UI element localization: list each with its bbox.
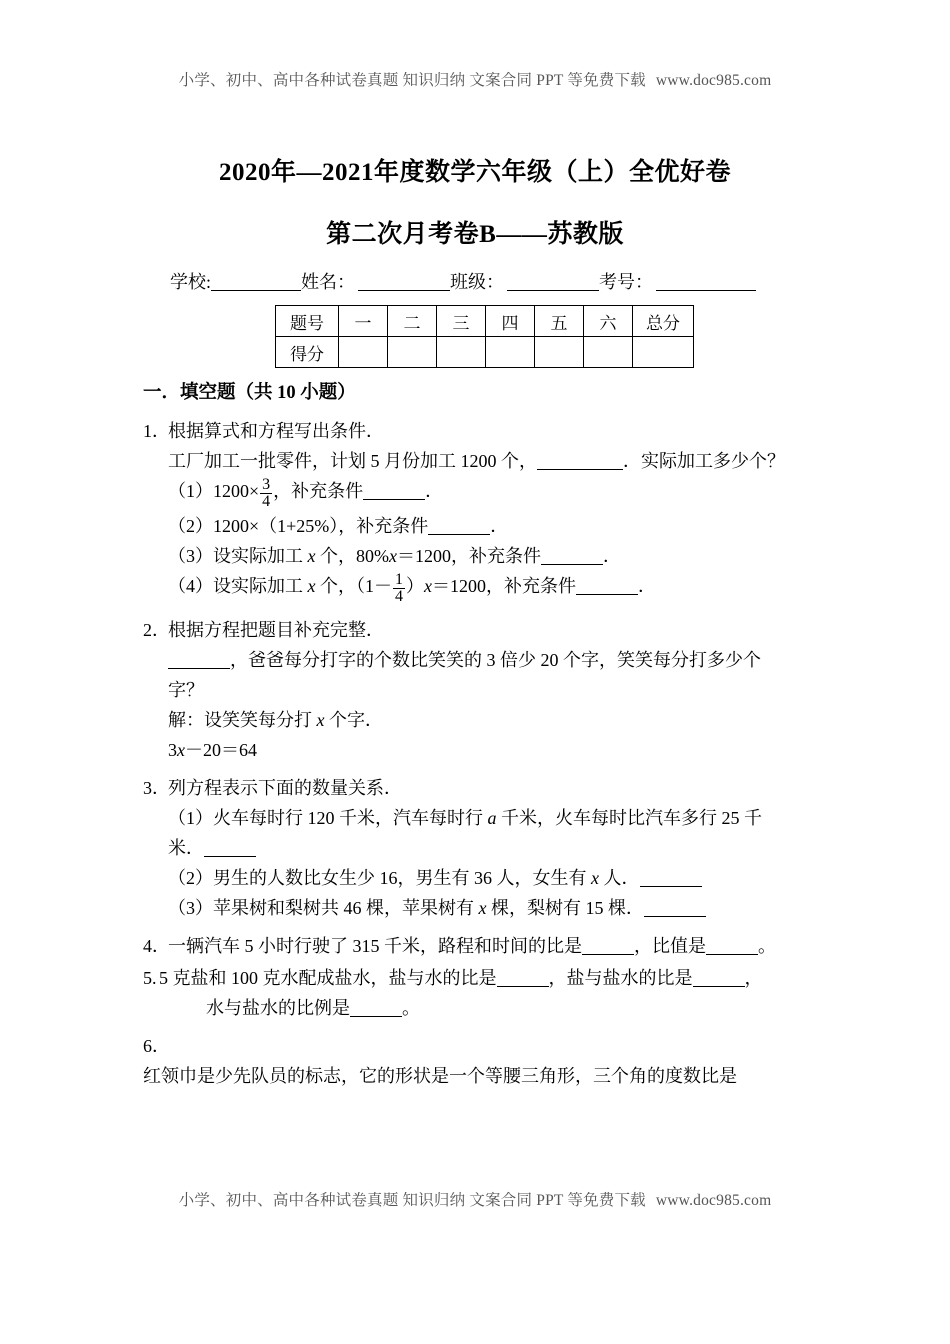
score-cell-2[interactable]: [388, 337, 437, 368]
fraction-numerator: 3: [262, 475, 271, 493]
table-row-headers: [276, 306, 694, 337]
question-5-blank-3[interactable]: [350, 1001, 402, 1017]
question-2-number: 2．: [143, 619, 170, 640]
question-2: [143, 615, 815, 765]
header-watermark-text: 小学、初中、高中各种试卷真题 知识归纳 文案合同 PPT 等免费下载: [178, 72, 646, 89]
question-1-sub-4-text-a: （4）设实际加工: [168, 576, 308, 597]
class-input-blank[interactable]: [507, 274, 599, 291]
question-1-blank-0[interactable]: [537, 454, 623, 470]
question-2-prompt-cont: 字？: [168, 679, 204, 700]
question-1-sub-3-text-a: （3）设实际加工: [168, 546, 308, 567]
column-header-6: 六: [584, 306, 633, 337]
question-3-sub-3-variable: x: [478, 897, 487, 918]
column-header-5: 五: [535, 306, 584, 337]
question-3-blank-3[interactable]: [644, 901, 706, 917]
score-cell-4[interactable]: [486, 337, 535, 368]
question-1-blank-2[interactable]: [428, 519, 490, 535]
question-2-stem: 根据方程把题目补充完整．: [168, 619, 384, 640]
question-1-sub-1-text-c: ．: [425, 481, 444, 501]
question-3-sub-1-cont: [168, 833, 808, 863]
question-1-sub-4-variable: x: [307, 576, 316, 597]
question-3: [143, 773, 815, 923]
score-cell-5[interactable]: [535, 337, 584, 368]
name-input-blank[interactable]: [358, 274, 450, 291]
question-1-sub-4-variable-2: x: [424, 576, 432, 597]
question-4-number: 4．: [143, 935, 170, 956]
question-1-context: [168, 446, 808, 476]
exam-content: [0, 378, 950, 1091]
question-5-text-a: 5 克盐和 100 克水配成盐水，盐与水的比是: [159, 967, 497, 988]
question-2-prompt-text: ，爸爸每分打字的个数比笑笑的 3 倍少 20 个字，笑笑每分打多少个: [230, 649, 761, 670]
question-2-body: [168, 615, 808, 765]
fraction-numerator: 1: [395, 571, 403, 588]
question-6-number: 6．: [143, 1035, 170, 1056]
school-input-blank[interactable]: [211, 274, 301, 291]
fraction-denominator: 4: [262, 493, 271, 510]
fraction-denominator: 4: [395, 588, 403, 606]
column-header-total: 总分: [633, 306, 694, 337]
footer-watermark-url: www.doc985.com: [655, 1192, 772, 1209]
name-label: 姓名：: [301, 272, 356, 292]
question-1-sub-3-text-b: 个，80%: [315, 546, 389, 567]
row-label-score: 得分: [276, 337, 339, 368]
question-3-sub-1-text-a: （1）火车每时行 120 千米，汽车每时行: [168, 807, 488, 828]
question-4-text-a: 一辆汽车 5 小时行驶了 315 千米，路程和时间的比是: [168, 935, 582, 956]
question-1-sub-4-text-c: ）: [406, 576, 424, 597]
header-watermark: [0, 68, 950, 90]
question-3-sub-2-text-b: 人．: [599, 867, 640, 888]
question-4-text-c: 。: [758, 935, 776, 956]
question-5-number: 5.: [143, 967, 157, 988]
question-2-equation-coefficient: 3: [168, 739, 177, 760]
fraction-one-quarter: [393, 572, 405, 606]
question-1-sub-3-variable-2: x: [389, 546, 397, 567]
question-5-text: [159, 963, 809, 993]
question-3-number: 3．: [143, 777, 170, 798]
question-3-sub-2-variable: x: [591, 867, 599, 888]
question-1-sub-2-text-b: ．: [490, 516, 509, 537]
question-5-text-e: 。: [402, 997, 420, 1018]
question-2-blank-0[interactable]: [168, 653, 230, 669]
score-cell-3[interactable]: [437, 337, 486, 368]
score-cell-6[interactable]: [584, 337, 633, 368]
score-cell-1[interactable]: [339, 337, 388, 368]
question-2-solution: [168, 705, 808, 735]
question-5-text-c: ，: [744, 967, 763, 988]
question-3-sub-3: [168, 893, 808, 923]
question-4: [143, 931, 815, 961]
question-6-body: [143, 1061, 798, 1091]
question-4-text-b: ，比值是: [634, 935, 706, 956]
question-5-text-d: 水与盐水的比例是: [206, 997, 350, 1018]
question-5: [143, 963, 815, 1023]
question-1: [143, 416, 815, 607]
question-2-equation: [168, 735, 808, 765]
question-1-stem: 根据算式和方程写出条件．: [168, 421, 384, 441]
question-4-text: [168, 931, 808, 961]
page-subtitle: 第二次月考卷B——苏教版: [326, 221, 624, 248]
column-header-1: 一: [339, 306, 388, 337]
question-3-sub-1-variable: a: [487, 807, 497, 828]
question-3-sub-2-text-a: （2）男生的人数比女生少 16，男生有 36 人，女生有: [168, 867, 591, 888]
header-watermark-url: www.doc985.com: [655, 72, 772, 89]
question-3-blank-2[interactable]: [640, 871, 702, 887]
question-6-text: 红领巾是少先队员的标志，它的形状是一个等腰三角形，三个角的度数比是: [143, 1065, 737, 1086]
row-label-question-no: 题号: [276, 306, 339, 337]
exam-no-label: 考号：: [599, 272, 654, 292]
column-header-3: 三: [437, 306, 486, 337]
question-1-context-b: ．实际加工多少个？: [623, 451, 785, 471]
question-2-prompt: [168, 645, 808, 675]
question-1-sub-3-text-d: ．: [603, 546, 621, 567]
question-3-sub-1-text-c: 米．: [168, 837, 204, 858]
question-1-sub-4-text-d: ＝1200，补充条件: [432, 576, 576, 597]
question-2-solution-text-a: 解：设笑笑每分打: [168, 709, 317, 730]
question-5-text-cont: [206, 993, 809, 1023]
question-1-sub-4: [168, 571, 808, 606]
question-1-sub-4-text-e: ．: [638, 576, 656, 597]
question-1-blank-3[interactable]: [541, 549, 603, 565]
question-1-sub-1-text-b: ，补充条件: [273, 481, 364, 501]
student-info-line: [170, 268, 790, 294]
question-6: [143, 1031, 815, 1091]
exam-no-input-blank[interactable]: [656, 274, 756, 291]
question-1-sub-3-variable: x: [307, 546, 316, 567]
question-2-equation-rest: －20＝64: [185, 739, 257, 760]
table-row-scores: [276, 337, 694, 368]
question-1-sub-2: [168, 511, 808, 541]
question-2-solution-text-b: 个字．: [324, 709, 383, 730]
question-5-blank-2[interactable]: [693, 971, 745, 987]
school-label: 学校:: [170, 272, 212, 292]
question-2-equation-variable: x: [177, 739, 185, 760]
page-title: 2020年—2021年度数学六年级（上）全优好卷: [218, 159, 731, 186]
question-1-blank-1[interactable]: [363, 484, 425, 500]
question-5-body: [159, 963, 809, 1023]
question-3-sub-3-text-b: 棵，梨树有 15 棵．: [486, 897, 644, 918]
question-3-sub-1-text-b: 千米，火车每时比汽车多行 25 千: [496, 807, 762, 828]
question-1-sub-3: [168, 541, 808, 571]
score-cell-total[interactable]: [633, 337, 694, 368]
question-1-number: 1．: [143, 421, 170, 441]
question-1-body: [168, 416, 808, 607]
score-table: [275, 305, 694, 368]
question-3-stem: 列方程表示下面的数量关系．: [168, 777, 402, 798]
question-1-sub-4-text-b: 个，（1－: [315, 576, 392, 597]
question-3-body: [168, 773, 808, 923]
column-header-4: 四: [486, 306, 535, 337]
question-2-solution-variable: x: [316, 709, 325, 730]
question-4-body: [168, 931, 808, 961]
class-label: 班级：: [450, 272, 505, 292]
column-header-2: 二: [388, 306, 437, 337]
section-heading-fill-in-blanks: 一．填空题（共 10 小题）: [143, 383, 356, 403]
question-1-context-a: 工厂加工一批零件，计划 5 月份加工 1200 个，: [168, 451, 537, 471]
footer-watermark-text: 小学、初中、高中各种试卷真题 知识归纳 文案合同 PPT 等免费下载: [178, 1192, 646, 1209]
fraction-three-quarters: [260, 477, 272, 511]
question-5-blank-1[interactable]: [497, 971, 549, 987]
question-1-sub-1-text-a: （1）1200×: [168, 481, 260, 501]
question-1-sub-3-text-c: ＝1200，补充条件: [397, 546, 541, 567]
footer-watermark: [0, 1188, 950, 1210]
question-1-sub-1: [168, 476, 808, 511]
question-4-blank-1[interactable]: [582, 939, 634, 955]
question-3-sub-3-text-a: （3）苹果树和梨树共 46 棵，苹果树有: [168, 897, 479, 918]
question-3-sub-2: [168, 863, 808, 893]
question-1-sub-2-text-a: （2）1200×（1+25%），补充条件: [168, 516, 429, 537]
question-1-blank-4[interactable]: [576, 579, 638, 595]
question-5-text-b: ，盐与盐水的比是: [548, 967, 693, 988]
question-4-blank-2[interactable]: [706, 939, 758, 955]
question-3-blank-1[interactable]: [204, 841, 256, 857]
question-3-sub-1: [168, 803, 808, 833]
